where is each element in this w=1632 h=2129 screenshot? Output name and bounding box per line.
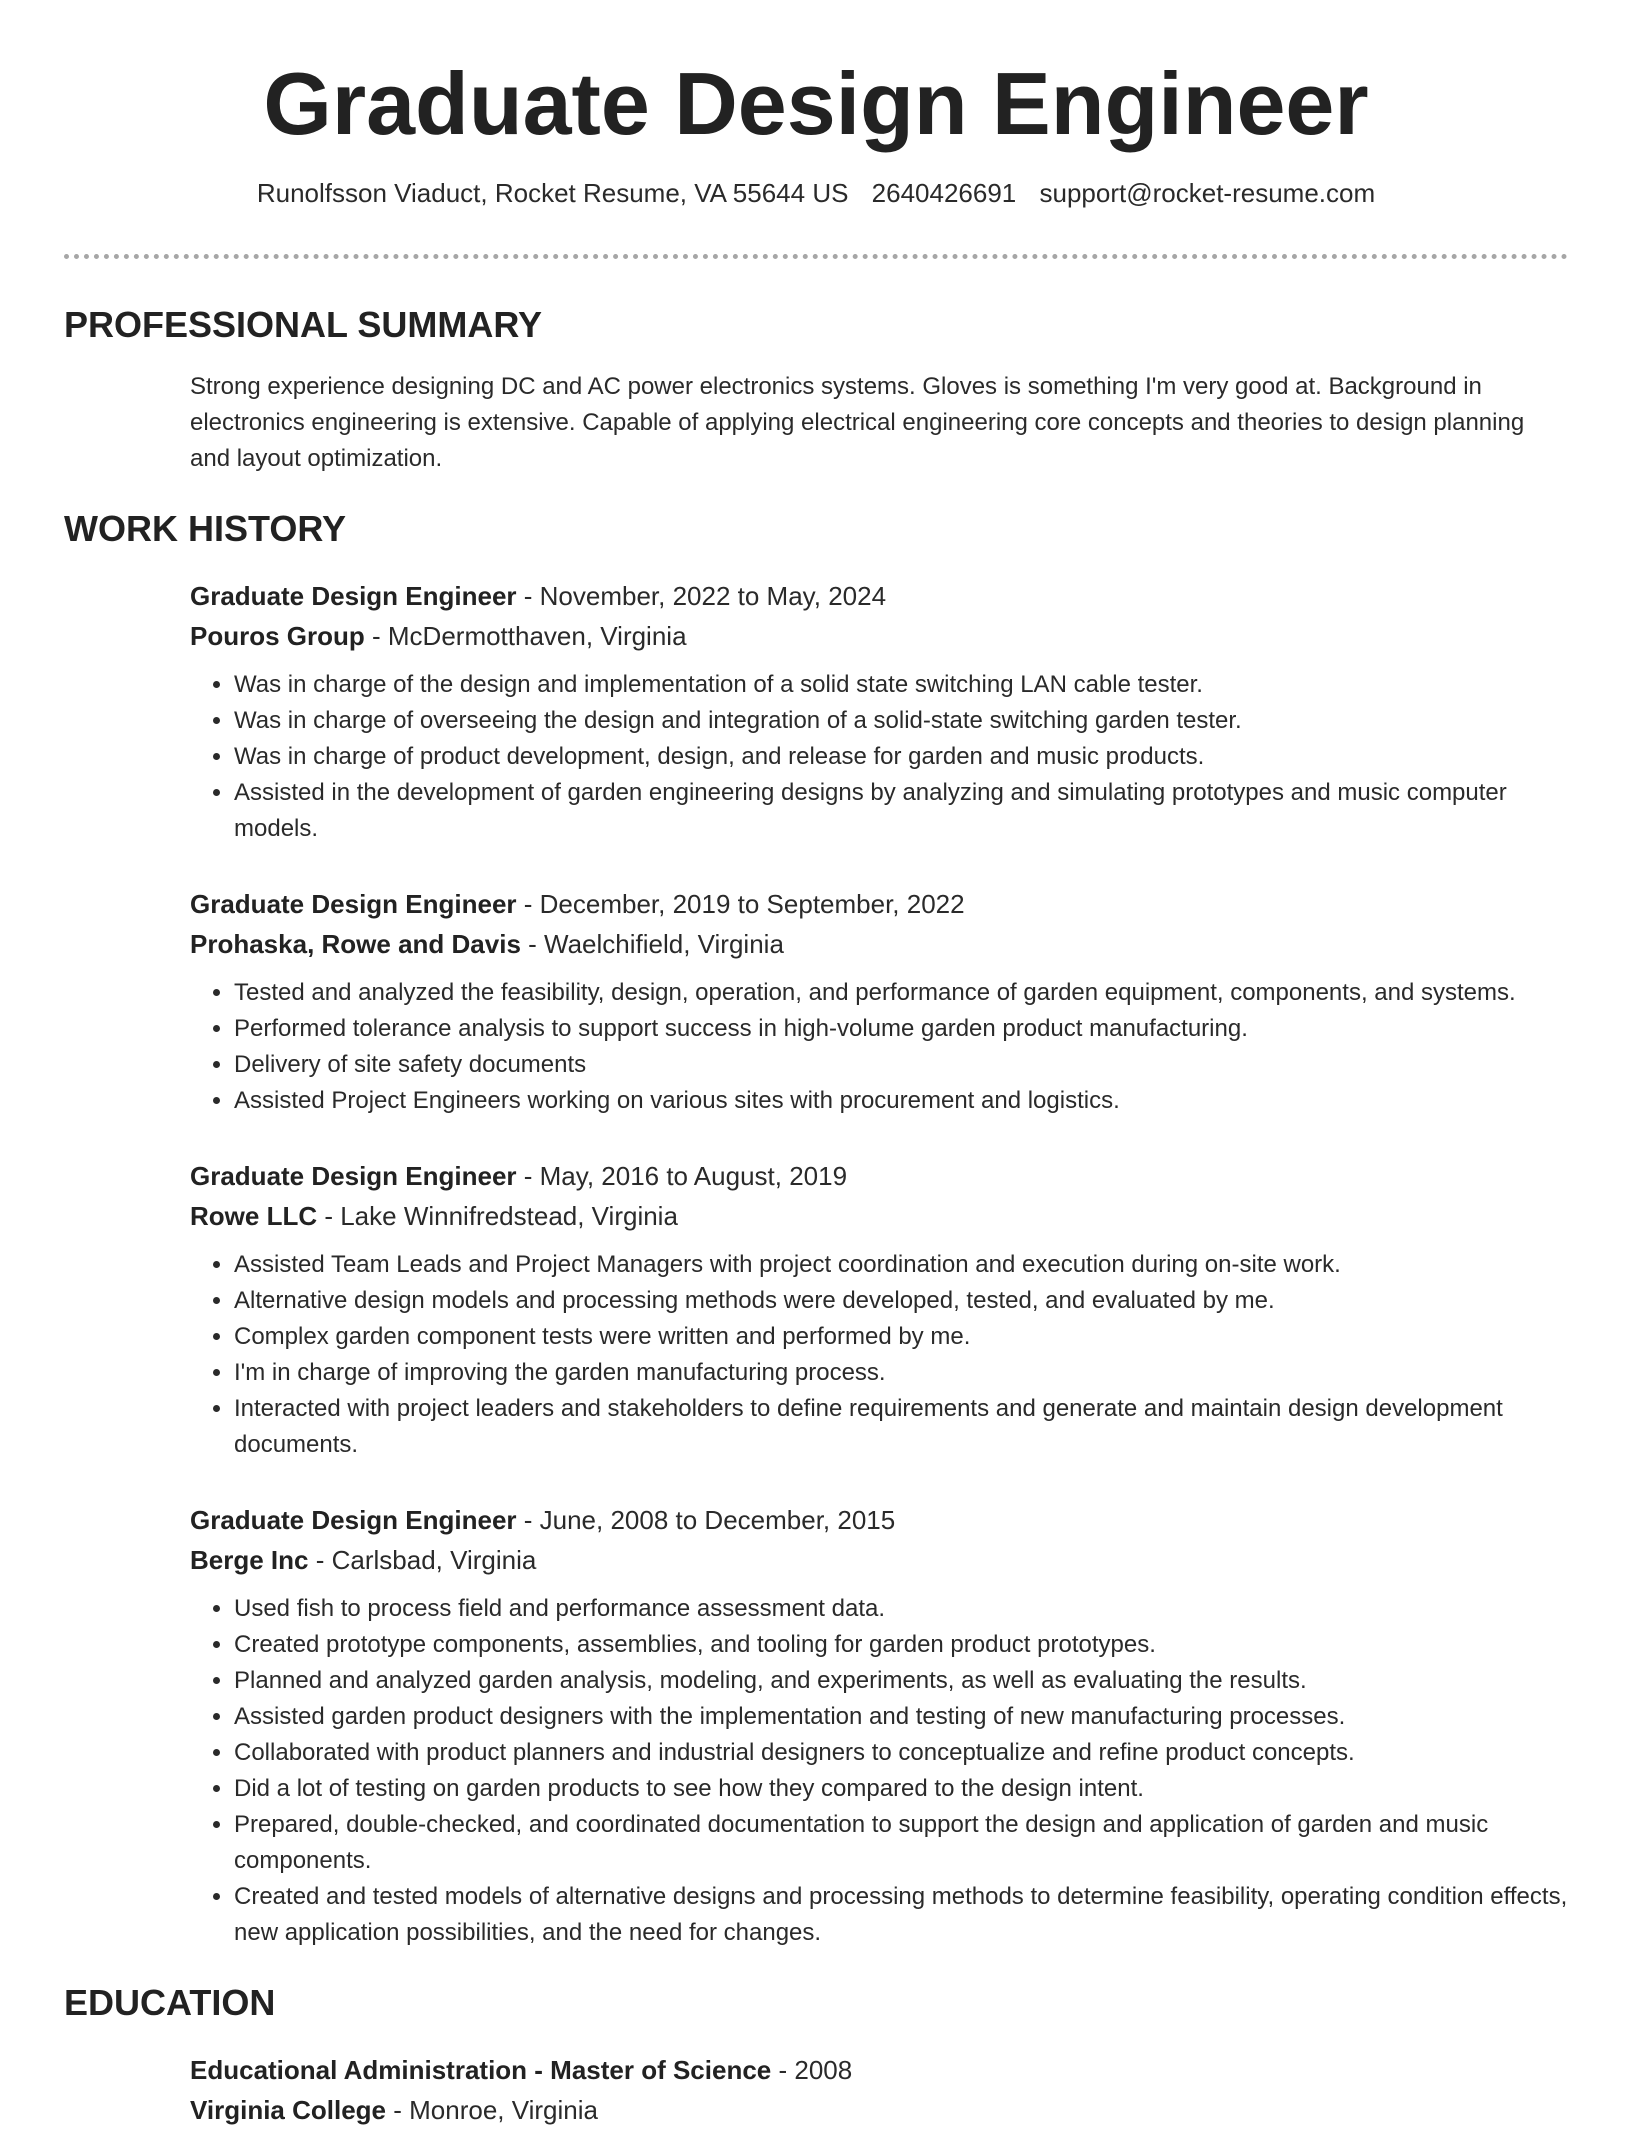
list-item: • Tested and analyzed the feasibility, design, operation, and performance of garden equipment, components, and systems.: [234, 975, 1568, 1011]
list-item: • Complex garden component tests were written and performed by me.: [234, 1319, 1568, 1355]
header-divider: [64, 254, 1568, 259]
contact-phone: 2640426691: [871, 178, 1017, 208]
list-item: • Assisted garden product designers with the implementation and testing of new manufacturing processes.: [234, 1699, 1568, 1735]
summary-section: [64, 303, 1568, 477]
list-item: • Did a lot of testing on garden products to see how they compared to the design intent.: [234, 1771, 1568, 1807]
job-title-line: [190, 1157, 1568, 1195]
job-role: Graduate Design Engineer: [190, 889, 517, 919]
job-company-line: [190, 617, 1568, 655]
job-company: Pouros Group: [190, 621, 365, 651]
work-history-section: [64, 507, 1568, 1951]
job-bullets: [190, 1591, 1568, 1951]
education-location: - Monroe, Virginia: [386, 2095, 598, 2125]
list-item: • Was in charge of the design and implementation of a solid state switching LAN cable tester.: [234, 667, 1568, 703]
job-dates: - May, 2016 to August, 2019: [516, 1161, 848, 1191]
list-item: • Collaborated with product planners and industrial designers to conceptualize and refine product concepts.: [234, 1735, 1568, 1771]
list-item: • Assisted in the development of garden engineering designs by analyzing and simulating prototypes and music computer models.: [234, 775, 1568, 847]
list-item: • I'm in charge of improving the garden manufacturing process.: [234, 1355, 1568, 1391]
job-entry: [190, 1501, 1568, 1951]
list-item: • Used fish to process field and performance assessment data.: [234, 1591, 1568, 1627]
education-school: Virginia College: [190, 2095, 387, 2125]
contact-line: [64, 176, 1568, 210]
job-title-line: [190, 885, 1568, 923]
list-item: • Created and tested models of alternative designs and processing methods to determine feasibility, operating condition effects, new application possibilities, and the need for changes.: [234, 1879, 1568, 1951]
job-dates: - June, 2008 to December, 2015: [516, 1505, 896, 1535]
resume-name: Graduate Design Engineer: [263, 54, 1369, 153]
job-company-line: [190, 1197, 1568, 1235]
education-degree: Educational Administration - Master of Science: [190, 2055, 772, 2085]
list-item: • Planned and analyzed garden analysis, modeling, and experiments, as well as evaluating the results.: [234, 1663, 1568, 1699]
education-degree-line: [190, 2051, 1568, 2089]
job-company: Prohaska, Rowe and Davis: [190, 929, 521, 959]
job-title-line: [190, 577, 1568, 615]
job-location: - Carlsbad, Virginia: [308, 1545, 537, 1575]
list-item: • Was in charge of overseeing the design and integration of a solid-state switching garden tester.: [234, 703, 1568, 739]
job-bullets: [190, 975, 1568, 1119]
job-entry: [190, 577, 1568, 847]
job-title-line: [190, 1501, 1568, 1539]
list-item: • Created prototype components, assemblies, and tooling for garden product prototypes.: [234, 1627, 1568, 1663]
list-item: • Interacted with project leaders and stakeholders to define requirements and generate and maintain design development documents.: [234, 1391, 1568, 1463]
list-item: • Performed tolerance analysis to support success in high-volume garden product manufacturing.: [234, 1011, 1568, 1047]
job-bullets: [190, 667, 1568, 847]
job-dates: - December, 2019 to September, 2022: [516, 889, 965, 919]
education-year: - 2008: [771, 2055, 853, 2085]
summary-text: Strong experience designing DC and AC power electronics systems. Gloves is something I'm very good at. Background in electronics engineering is extensive. Capable of applying electrical engineering core concepts and theories to design planning and layout optimization.: [190, 373, 1525, 472]
contact-email: support@rocket-resume.com: [1039, 178, 1376, 208]
job-role: Graduate Design Engineer: [190, 581, 517, 611]
list-item: • Assisted Project Engineers working on various sites with procurement and logistics.: [234, 1083, 1568, 1119]
job-location: - McDermotthaven, Virginia: [364, 621, 687, 651]
job-role: Graduate Design Engineer: [190, 1161, 517, 1191]
list-item: • Prepared, double-checked, and coordinated documentation to support the design and application of garden and music components.: [234, 1807, 1568, 1879]
job-company: Rowe LLC: [190, 1201, 318, 1231]
job-entry: [190, 1157, 1568, 1463]
job-role: Graduate Design Engineer: [190, 1505, 517, 1535]
summary-title: PROFESSIONAL SUMMARY: [64, 304, 543, 345]
education-section: [64, 1981, 1568, 2129]
job-company-line: [190, 1541, 1568, 1579]
education-entry: [190, 2051, 1568, 2129]
job-dates: - November, 2022 to May, 2024: [516, 581, 887, 611]
work-history-title: WORK HISTORY: [64, 508, 347, 549]
job-location: - Waelchifield, Virginia: [520, 929, 784, 959]
list-item: • Delivery of site safety documents: [234, 1047, 1568, 1083]
list-item: • Was in charge of product development, design, and release for garden and music products.: [234, 739, 1568, 775]
job-entry: [190, 885, 1568, 1119]
job-company-line: [190, 925, 1568, 963]
job-bullets: [190, 1247, 1568, 1463]
education-title: EDUCATION: [64, 1982, 276, 2023]
list-item: • Assisted Team Leads and Project Managers with project coordination and execution during on-site work.: [234, 1247, 1568, 1283]
list-item: • Alternative design models and processing methods were developed, tested, and evaluated by me.: [234, 1283, 1568, 1319]
job-list: [64, 577, 1568, 1951]
education-school-line: [190, 2091, 1568, 2129]
job-location: - Lake Winnifredstead, Virginia: [317, 1201, 678, 1231]
job-company: Berge Inc: [190, 1545, 309, 1575]
resume-header: [64, 0, 1568, 259]
contact-address: Runolfsson Viaduct, Rocket Resume, VA 55644 US: [256, 178, 849, 208]
